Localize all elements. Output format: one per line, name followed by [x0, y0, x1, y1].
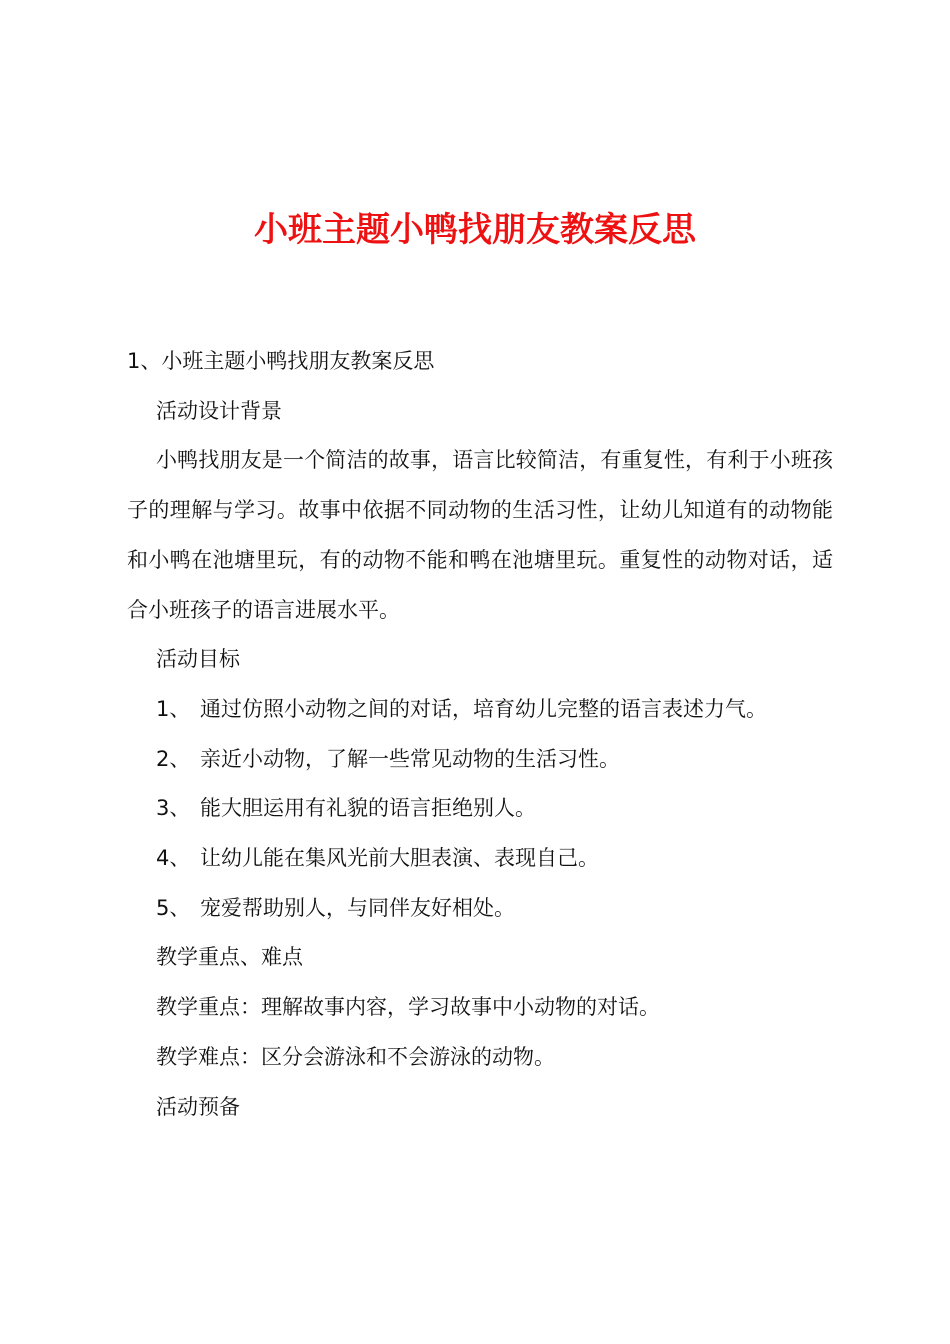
background-paragraph: 小鸭找朋友是一个简洁的故事，语言比较简洁，有重复性，有利于小班孩子的理解与学习。故事中依据不同动物的生活习性，让幼儿知道有的动物能和小鸭在池塘里玩，有的动物不能和鸭在池塘里玩。重复性的动物对话，适合小班孩子的语言进展水平。 — [127, 448, 833, 622]
goal-text: 通过仿照小动物之间的对话，培育幼儿完整的语言表述力气。 — [200, 696, 767, 721]
goal-text: 让幼儿能在集风光前大胆表演、表现自己。 — [200, 846, 599, 871]
goal-text: 能大胆运用有礼貌的语言拒绝别人。 — [200, 796, 536, 821]
goal-number: 1、 — [156, 696, 191, 721]
section-heading: 1、小班主题小鸭找朋友教案反思 — [127, 349, 435, 373]
goal-text: 宠爱帮助别人，与同伴友好相处。 — [200, 895, 515, 920]
goal-item-4 — [127, 834, 833, 884]
goal-number: 2、 — [156, 746, 191, 771]
goal-item-3 — [127, 784, 833, 834]
background-heading: 活动设计背景 — [156, 398, 282, 423]
goal-number: 3、 — [156, 796, 191, 821]
document-title: 小班主题小鸭找朋友教案反思 — [254, 210, 696, 250]
key-point-text: 教学重点：理解故事内容，学习故事中小动物的对话。 — [156, 995, 660, 1020]
key-points-heading: 教学重点、难点 — [156, 945, 303, 970]
preparation-heading: 活动预备 — [156, 1094, 240, 1119]
goal-item-2 — [127, 735, 833, 785]
document-body — [127, 337, 833, 1132]
goal-number: 4、 — [156, 846, 191, 871]
goal-text: 亲近小动物，了解一些常见动物的生活习性。 — [200, 746, 620, 771]
goal-item-1 — [127, 685, 833, 735]
goal-item-5 — [127, 884, 833, 934]
goals-heading: 活动目标 — [156, 647, 240, 672]
difficulty-text: 教学难点：区分会游泳和不会游泳的动物。 — [156, 1044, 555, 1069]
goal-number: 5、 — [156, 895, 191, 920]
